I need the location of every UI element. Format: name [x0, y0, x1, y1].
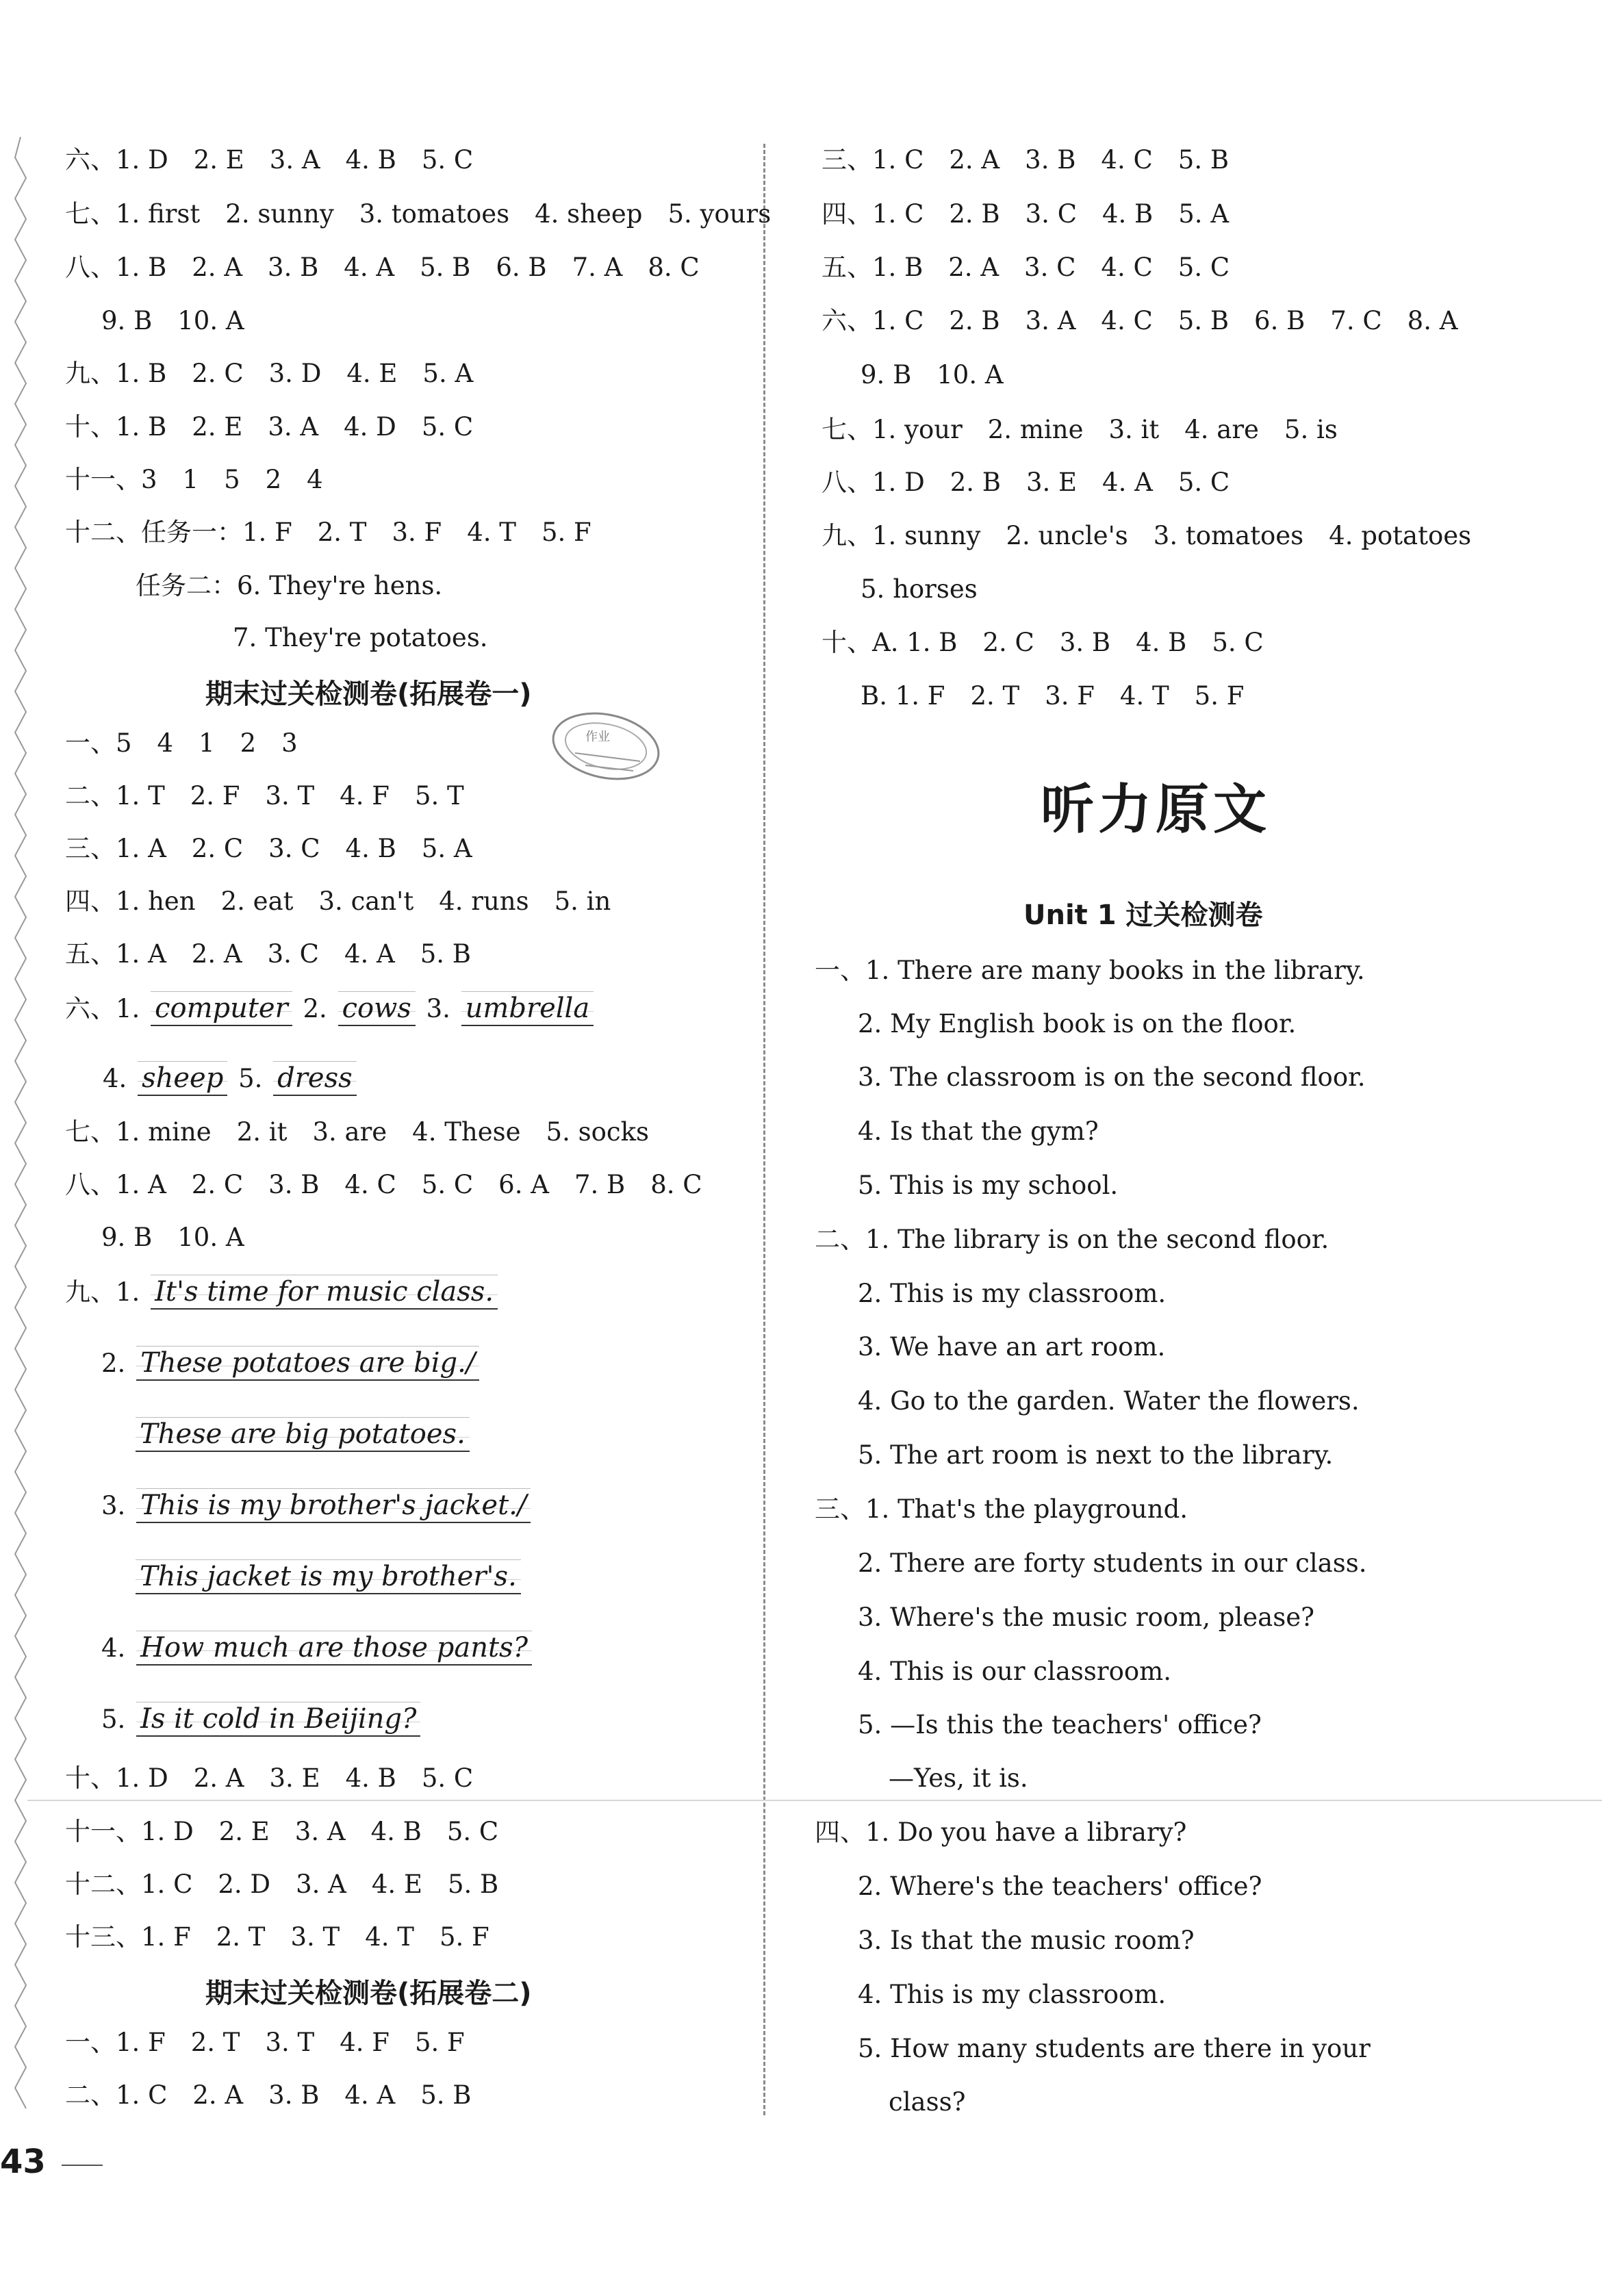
horizontal-rule: [27, 1800, 1602, 1801]
answer-line: 9. B 10. A: [101, 1223, 244, 1252]
listening-script-title: 听力原文: [1041, 779, 1271, 841]
handwritten-sentence: This jacket is my brother's.: [136, 1559, 521, 1594]
answer-line: 四、1. hen 2. eat 3. can't 4. runs 5. in: [65, 886, 611, 916]
handwriting-row: [65, 1275, 500, 1310]
stamp-text: 作业: [585, 730, 610, 744]
answer-line: 十、1. B 2. E 3. A 4. D 5. C: [65, 412, 474, 442]
answer-line: 四、1. C 2. B 3. C 4. B 5. A: [822, 199, 1230, 229]
handwriting-row: [101, 1702, 423, 1737]
item-number: 5.: [238, 1064, 263, 1093]
answer-line: 九、1. sunny 2. uncle's 3. tomatoes 4. potatoes: [822, 521, 1472, 550]
item-number: 3.: [426, 994, 450, 1023]
column-divider: [763, 144, 765, 2115]
script-line: 5. The art room is next to the library.: [858, 1440, 1334, 1470]
answer-line: 十、A. 1. B 2. C 3. B 4. B 5. C: [822, 628, 1264, 657]
section-label: 六、1.: [65, 994, 140, 1023]
unit-heading: Unit 1 过关检测卷: [1023, 900, 1263, 931]
handwritten-sentence: Is it cold in Beijing?: [136, 1702, 420, 1737]
answer-line: 八、1. D 2. B 3. E 4. A 5. C: [822, 468, 1230, 497]
answer-line: 任务二：6. They're hens.: [136, 571, 443, 600]
section-heading: 期末过关检测卷(拓展卷二): [205, 1978, 532, 2009]
answer-line: 三、1. C 2. A 3. B 4. C 5. B: [822, 145, 1230, 175]
script-line: 2. There are forty students in our class.: [858, 1548, 1367, 1578]
section-heading: 期末过关检测卷(拓展卷一): [205, 678, 532, 710]
answer-line: 七、1. mine 2. it 3. are 4. These 5. socks: [65, 1117, 649, 1147]
script-line: 2. My English book is on the floor.: [858, 1009, 1297, 1038]
answer-line: 十二、1. C 2. D 3. A 4. E 5. B: [65, 1870, 499, 1899]
item-number: 3.: [101, 1491, 126, 1520]
script-line: —Yes, it is.: [889, 1763, 1028, 1793]
handwritten-sentence: It's time for music class.: [151, 1275, 498, 1310]
handwritten-word: umbrella: [461, 991, 594, 1026]
answer-line: 七、1. your 2. mine 3. it 4. are 5. is: [822, 415, 1338, 444]
answer-line: 七、1. first 2. sunny 3. tomatoes 4. sheep 5. yours: [65, 199, 772, 229]
handwritten-word: dress: [273, 1061, 356, 1096]
stamp-logo-icon: [544, 705, 667, 787]
answer-line: 十、1. D 2. A 3. E 4. B 5. C: [65, 1763, 474, 1793]
handwriting-row: [133, 1417, 472, 1453]
section-label: 九、1.: [65, 1277, 140, 1307]
script-line: 4. Is that the gym?: [858, 1117, 1099, 1146]
answer-line: 六、1. C 2. B 3. A 4. C 5. B 6. B 7. C 8. A: [822, 306, 1458, 335]
script-line: 5. This is my school.: [858, 1171, 1119, 1200]
answer-line: 十三、1. F 2. T 3. T 4. T 5. F: [65, 1922, 489, 1952]
script-line: 5. —Is this the teachers' office?: [858, 1710, 1262, 1739]
answer-line: 十二、任务一：1. F 2. T 3. F 4. T 5. F: [65, 518, 591, 547]
handwritten-sentence: These potatoes are big./: [136, 1346, 479, 1381]
script-line: 四、1. Do you have a library?: [815, 1817, 1187, 1847]
handwritten-word: cows: [338, 991, 416, 1026]
answer-line: 9. B 10. A: [101, 306, 244, 335]
answer-line: 八、1. B 2. A 3. B 4. A 5. B 6. B 7. A 8. C: [65, 253, 700, 282]
item-number: 2.: [303, 994, 327, 1023]
handwritten-sentence: These are big potatoes.: [136, 1417, 470, 1452]
script-line: class?: [889, 2087, 966, 2117]
script-line: 5. How many students are there in your: [858, 2034, 1371, 2063]
answer-line: 五、1. B 2. A 3. C 4. C 5. C: [822, 253, 1230, 282]
script-line: 二、1. The library is on the second floor.: [815, 1225, 1329, 1254]
handwritten-word: computer: [151, 991, 292, 1026]
answer-line: 二、1. T 2. F 3. T 4. F 5. T: [65, 781, 464, 811]
answer-line: 9. B 10. A: [861, 360, 1004, 390]
handwritten-word: sheep: [138, 1061, 227, 1096]
script-line: 2. Where's the teachers' office?: [858, 1872, 1262, 1901]
answer-line: 一、1. F 2. T 3. T 4. F 5. F: [65, 2028, 465, 2057]
handwriting-row: [101, 1631, 535, 1666]
handwriting-row: [65, 991, 596, 1027]
handwriting-row: [101, 1488, 533, 1524]
item-number: 5.: [101, 1705, 126, 1734]
page-number: 43: [0, 2143, 46, 2181]
answer-line: 五、1. A 2. A 3. C 4. A 5. B: [65, 939, 471, 969]
script-line: 4. This is my classroom.: [858, 1980, 1167, 2009]
answer-line: 二、1. C 2. A 3. B 4. A 5. B: [65, 2080, 472, 2110]
item-number: 2.: [101, 1349, 126, 1378]
handwriting-row: [103, 1061, 359, 1097]
handwritten-sentence: This is my brother's jacket./: [136, 1488, 531, 1523]
script-line: 3. We have an art room.: [858, 1332, 1166, 1362]
script-line: 3. Is that the music room?: [858, 1926, 1195, 1955]
answer-line: 一、5 4 1 2 3: [65, 728, 298, 758]
answer-line: 7. They're potatoes.: [233, 623, 488, 652]
handwritten-sentence: How much are those pants?: [136, 1631, 532, 1666]
item-number: 4.: [101, 1633, 126, 1663]
script-line: 2. This is my classroom.: [858, 1279, 1167, 1308]
answer-line: 十一、1. D 2. E 3. A 4. B 5. C: [65, 1817, 499, 1846]
handwriting-row: [133, 1559, 524, 1595]
answer-line: 八、1. A 2. C 3. B 4. C 5. C 6. A 7. B 8. C: [65, 1170, 702, 1199]
answer-line: 十一、3 1 5 2 4: [65, 465, 323, 494]
answer-line: 5. horses: [861, 574, 978, 604]
script-line: 3. Where's the music room, please?: [858, 1603, 1314, 1632]
script-line: 3. The classroom is on the second floor.: [858, 1062, 1366, 1092]
script-line: 4. This is our classroom.: [858, 1657, 1171, 1686]
handwriting-row: [101, 1346, 482, 1381]
script-line: 4. Go to the garden. Water the flowers.: [858, 1386, 1360, 1416]
binding-edge-decoration: [12, 137, 29, 2122]
script-line: 一、1. There are many books in the library.: [815, 956, 1365, 985]
answer-line: 九、1. B 2. C 3. D 4. E 5. A: [65, 359, 474, 388]
script-line: 三、1. That's the playground.: [815, 1494, 1188, 1524]
page-number-dash: [62, 2165, 103, 2166]
answer-line: 三、1. A 2. C 3. C 4. B 5. A: [65, 834, 472, 863]
item-number: 4.: [103, 1064, 127, 1093]
answer-line: B. 1. F 2. T 3. F 4. T 5. F: [861, 681, 1245, 711]
answer-line: 六、1. D 2. E 3. A 4. B 5. C: [65, 145, 474, 175]
